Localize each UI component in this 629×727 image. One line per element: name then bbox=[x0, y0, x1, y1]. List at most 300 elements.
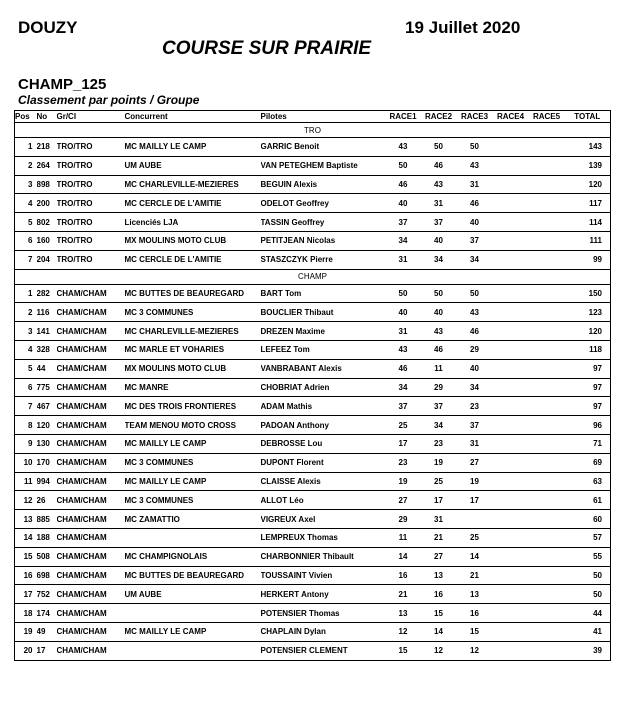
cell-race5 bbox=[529, 585, 565, 604]
cell-race5 bbox=[529, 194, 565, 213]
cell-pos: 20 bbox=[15, 641, 37, 660]
cell-race3: 40 bbox=[457, 359, 493, 378]
cell-pilote: BEGUIN Alexis bbox=[261, 175, 386, 194]
cell-pos: 12 bbox=[15, 491, 37, 510]
cell-total: 114 bbox=[565, 213, 611, 232]
cell-concurrent: MC BUTTES DE BEAUREGARD bbox=[125, 284, 261, 303]
cell-race5 bbox=[529, 156, 565, 175]
cell-pos: 7 bbox=[15, 250, 37, 269]
cell-race4 bbox=[493, 453, 529, 472]
cell-pilote: ODELOT Geoffrey bbox=[261, 194, 386, 213]
cell-race4 bbox=[493, 322, 529, 341]
cell-race2: 40 bbox=[421, 231, 457, 250]
cell-total: 50 bbox=[565, 566, 611, 585]
cell-race4 bbox=[493, 491, 529, 510]
cell-race4 bbox=[493, 528, 529, 547]
cell-race3: 16 bbox=[457, 604, 493, 623]
cell-race4 bbox=[493, 397, 529, 416]
cell-total: 69 bbox=[565, 453, 611, 472]
cell-race4 bbox=[493, 510, 529, 529]
table-header-row bbox=[15, 111, 611, 123]
cell-total: 96 bbox=[565, 416, 611, 435]
cell-race2: 19 bbox=[421, 453, 457, 472]
cell-no: 282 bbox=[37, 284, 57, 303]
cell-race1: 13 bbox=[386, 604, 421, 623]
cell-race2: 46 bbox=[421, 340, 457, 359]
cell-race5 bbox=[529, 250, 565, 269]
results-table bbox=[14, 110, 611, 661]
cell-concurrent: MX MOULINS MOTO CLUB bbox=[125, 359, 261, 378]
cell-no: 130 bbox=[37, 434, 57, 453]
cell-race1: 50 bbox=[386, 156, 421, 175]
cell-race4 bbox=[493, 547, 529, 566]
cell-concurrent: MC MAILLY LE CAMP bbox=[125, 138, 261, 157]
cell-race3: 34 bbox=[457, 250, 493, 269]
cell-race1: 31 bbox=[386, 250, 421, 269]
cell-race4 bbox=[493, 416, 529, 435]
cell-concurrent: MC CERCLE DE L'AMITIE bbox=[125, 250, 261, 269]
cell-concurrent: UM AUBE bbox=[125, 156, 261, 175]
cell-race2: 43 bbox=[421, 175, 457, 194]
cell-race5 bbox=[529, 303, 565, 322]
cell-race2: 12 bbox=[421, 641, 457, 660]
cell-race5 bbox=[529, 416, 565, 435]
cell-pos: 2 bbox=[15, 303, 37, 322]
cell-pos: 1 bbox=[15, 138, 37, 157]
cell-race3: 27 bbox=[457, 453, 493, 472]
cell-no: 328 bbox=[37, 340, 57, 359]
cell-race3: 31 bbox=[457, 434, 493, 453]
cell-concurrent: MC BUTTES DE BEAUREGARD bbox=[125, 566, 261, 585]
col-header-no: No bbox=[37, 111, 57, 123]
table-row bbox=[15, 322, 611, 341]
cell-pilote: CHOBRIAT Adrien bbox=[261, 378, 386, 397]
cell-no: 994 bbox=[37, 472, 57, 491]
table-row bbox=[15, 231, 611, 250]
cell-pilote: PADOAN Anthony bbox=[261, 416, 386, 435]
cell-race2: 27 bbox=[421, 547, 457, 566]
cell-race4 bbox=[493, 303, 529, 322]
cell-race3: 43 bbox=[457, 303, 493, 322]
table-row bbox=[15, 138, 611, 157]
cell-race1: 21 bbox=[386, 585, 421, 604]
cell-pos: 19 bbox=[15, 622, 37, 641]
cell-grcl: CHAM/CHAM bbox=[57, 284, 125, 303]
cell-total: 111 bbox=[565, 231, 611, 250]
table-row bbox=[15, 213, 611, 232]
cell-total: 60 bbox=[565, 510, 611, 529]
cell-pilote: CLAISSE Alexis bbox=[261, 472, 386, 491]
table-row bbox=[15, 566, 611, 585]
cell-no: 44 bbox=[37, 359, 57, 378]
cell-race5 bbox=[529, 284, 565, 303]
ranking-subtitle: Classement par points / Groupe bbox=[18, 93, 200, 107]
cell-no: 160 bbox=[37, 231, 57, 250]
cell-race3 bbox=[457, 510, 493, 529]
table-row bbox=[15, 622, 611, 641]
cell-no: 49 bbox=[37, 622, 57, 641]
cell-pos: 9 bbox=[15, 434, 37, 453]
cell-grcl: TRO/TRO bbox=[57, 250, 125, 269]
cell-race4 bbox=[493, 585, 529, 604]
cell-no: 752 bbox=[37, 585, 57, 604]
cell-pos: 8 bbox=[15, 416, 37, 435]
cell-no: 141 bbox=[37, 322, 57, 341]
cell-race1: 17 bbox=[386, 434, 421, 453]
cell-pilote: LEFEEZ Tom bbox=[261, 340, 386, 359]
cell-no: 200 bbox=[37, 194, 57, 213]
cell-race1: 46 bbox=[386, 175, 421, 194]
table-row bbox=[15, 250, 611, 269]
cell-race2: 31 bbox=[421, 510, 457, 529]
cell-grcl: CHAM/CHAM bbox=[57, 472, 125, 491]
cell-grcl: CHAM/CHAM bbox=[57, 641, 125, 660]
cell-race3: 14 bbox=[457, 547, 493, 566]
cell-grcl: TRO/TRO bbox=[57, 213, 125, 232]
cell-concurrent: MC MAILLY LE CAMP bbox=[125, 434, 261, 453]
cell-no: 698 bbox=[37, 566, 57, 585]
cell-race4 bbox=[493, 359, 529, 378]
cell-no: 170 bbox=[37, 453, 57, 472]
cell-race5 bbox=[529, 641, 565, 660]
cell-concurrent: MC DES TROIS FRONTIERES bbox=[125, 397, 261, 416]
cell-race1: 14 bbox=[386, 547, 421, 566]
table-row bbox=[15, 585, 611, 604]
cell-concurrent bbox=[125, 528, 261, 547]
cell-total: 150 bbox=[565, 284, 611, 303]
cell-no: 264 bbox=[37, 156, 57, 175]
table-row bbox=[15, 472, 611, 491]
cell-pilote: TASSIN Geoffrey bbox=[261, 213, 386, 232]
cell-pos: 11 bbox=[15, 472, 37, 491]
col-header-race2: RACE2 bbox=[421, 111, 457, 123]
cell-race4 bbox=[493, 340, 529, 359]
cell-race5 bbox=[529, 528, 565, 547]
cell-race4 bbox=[493, 284, 529, 303]
cell-grcl: CHAM/CHAM bbox=[57, 340, 125, 359]
cell-pilote: ADAM Mathis bbox=[261, 397, 386, 416]
cell-no: 467 bbox=[37, 397, 57, 416]
cell-race3: 43 bbox=[457, 156, 493, 175]
cell-pos: 1 bbox=[15, 284, 37, 303]
cell-race5 bbox=[529, 547, 565, 566]
cell-no: 116 bbox=[37, 303, 57, 322]
cell-no: 17 bbox=[37, 641, 57, 660]
cell-race2: 14 bbox=[421, 622, 457, 641]
cell-pilote: ALLOT Léo bbox=[261, 491, 386, 510]
cell-race5 bbox=[529, 322, 565, 341]
cell-pos: 17 bbox=[15, 585, 37, 604]
cell-grcl: CHAM/CHAM bbox=[57, 547, 125, 566]
location-heading: DOUZY bbox=[18, 18, 78, 37]
cell-race2: 11 bbox=[421, 359, 457, 378]
cell-pilote: TOUSSAINT Vivien bbox=[261, 566, 386, 585]
col-header-concurrent: Concurrent bbox=[125, 111, 261, 123]
cell-race5 bbox=[529, 378, 565, 397]
cell-total: 63 bbox=[565, 472, 611, 491]
cell-race2: 23 bbox=[421, 434, 457, 453]
cell-no: 188 bbox=[37, 528, 57, 547]
cell-total: 71 bbox=[565, 434, 611, 453]
cell-race1: 27 bbox=[386, 491, 421, 510]
cell-grcl: TRO/TRO bbox=[57, 175, 125, 194]
cell-grcl: CHAM/CHAM bbox=[57, 566, 125, 585]
table-row bbox=[15, 528, 611, 547]
cell-total: 120 bbox=[565, 322, 611, 341]
cell-race3: 15 bbox=[457, 622, 493, 641]
cell-race2: 31 bbox=[421, 194, 457, 213]
cell-grcl: CHAM/CHAM bbox=[57, 453, 125, 472]
cell-race5 bbox=[529, 434, 565, 453]
cell-race3: 19 bbox=[457, 472, 493, 491]
cell-grcl: CHAM/CHAM bbox=[57, 434, 125, 453]
cell-pos: 6 bbox=[15, 378, 37, 397]
cell-grcl: TRO/TRO bbox=[57, 138, 125, 157]
table-row bbox=[15, 156, 611, 175]
cell-race2: 50 bbox=[421, 138, 457, 157]
cell-pilote: LEMPREUX Thomas bbox=[261, 528, 386, 547]
cell-concurrent: MC MANRE bbox=[125, 378, 261, 397]
cell-total: 57 bbox=[565, 528, 611, 547]
cell-concurrent: MC CHARLEVILLE-MEZIERES bbox=[125, 322, 261, 341]
table-row bbox=[15, 340, 611, 359]
cell-race2: 34 bbox=[421, 250, 457, 269]
cell-grcl: TRO/TRO bbox=[57, 231, 125, 250]
event-date: 19 Juillet 2020 bbox=[405, 18, 521, 37]
cell-race3: 50 bbox=[457, 284, 493, 303]
cell-no: 802 bbox=[37, 213, 57, 232]
cell-race2: 16 bbox=[421, 585, 457, 604]
table-row bbox=[15, 604, 611, 623]
cell-race2: 46 bbox=[421, 156, 457, 175]
cell-race1: 40 bbox=[386, 303, 421, 322]
cell-pilote: CHAPLAIN Dylan bbox=[261, 622, 386, 641]
cell-race2: 37 bbox=[421, 397, 457, 416]
event-title: COURSE SUR PRAIRIE bbox=[162, 38, 372, 59]
cell-pilote: PETITJEAN Nicolas bbox=[261, 231, 386, 250]
cell-race1: 46 bbox=[386, 359, 421, 378]
cell-race1: 25 bbox=[386, 416, 421, 435]
cell-grcl: CHAM/CHAM bbox=[57, 322, 125, 341]
col-header-grcl: Gr/Cl bbox=[57, 111, 125, 123]
cell-race3: 29 bbox=[457, 340, 493, 359]
cell-race2: 37 bbox=[421, 213, 457, 232]
cell-concurrent: UM AUBE bbox=[125, 585, 261, 604]
cell-total: 50 bbox=[565, 585, 611, 604]
cell-race1: 31 bbox=[386, 322, 421, 341]
table-row bbox=[15, 175, 611, 194]
cell-race3: 25 bbox=[457, 528, 493, 547]
cell-grcl: CHAM/CHAM bbox=[57, 604, 125, 623]
cell-pilote: DUPONT Florent bbox=[261, 453, 386, 472]
cell-race5 bbox=[529, 397, 565, 416]
cell-race1: 15 bbox=[386, 641, 421, 660]
cell-total: 61 bbox=[565, 491, 611, 510]
cell-concurrent: MC MAILLY LE CAMP bbox=[125, 472, 261, 491]
cell-grcl: TRO/TRO bbox=[57, 156, 125, 175]
cell-race5 bbox=[529, 604, 565, 623]
cell-total: 117 bbox=[565, 194, 611, 213]
cell-concurrent: MC 3 COMMUNES bbox=[125, 491, 261, 510]
cell-no: 508 bbox=[37, 547, 57, 566]
col-header-race1: RACE1 bbox=[386, 111, 421, 123]
cell-race4 bbox=[493, 138, 529, 157]
cell-grcl: CHAM/CHAM bbox=[57, 510, 125, 529]
cell-total: 120 bbox=[565, 175, 611, 194]
cell-pilote: DEBROSSE Lou bbox=[261, 434, 386, 453]
cell-no: 204 bbox=[37, 250, 57, 269]
cell-no: 174 bbox=[37, 604, 57, 623]
cell-race2: 29 bbox=[421, 378, 457, 397]
cell-race1: 37 bbox=[386, 213, 421, 232]
cell-race1: 16 bbox=[386, 566, 421, 585]
cell-concurrent: MC CHARLEVILLE-MEZIERES bbox=[125, 175, 261, 194]
cell-concurrent: MC MARLE ET VOHARIES bbox=[125, 340, 261, 359]
cell-race3: 23 bbox=[457, 397, 493, 416]
cell-race2: 34 bbox=[421, 416, 457, 435]
cell-race4 bbox=[493, 641, 529, 660]
cell-pos: 5 bbox=[15, 213, 37, 232]
cell-race1: 50 bbox=[386, 284, 421, 303]
cell-total: 99 bbox=[565, 250, 611, 269]
cell-pos: 15 bbox=[15, 547, 37, 566]
cell-race3: 12 bbox=[457, 641, 493, 660]
table-row bbox=[15, 434, 611, 453]
cell-pos: 3 bbox=[15, 175, 37, 194]
cell-race4 bbox=[493, 622, 529, 641]
cell-total: 97 bbox=[565, 359, 611, 378]
cell-pilote: BOUCLIER Thibaut bbox=[261, 303, 386, 322]
cell-grcl: CHAM/CHAM bbox=[57, 416, 125, 435]
cell-race2: 40 bbox=[421, 303, 457, 322]
cell-total: 97 bbox=[565, 378, 611, 397]
table-row bbox=[15, 416, 611, 435]
cell-race4 bbox=[493, 231, 529, 250]
cell-grcl: CHAM/CHAM bbox=[57, 622, 125, 641]
cell-grcl: CHAM/CHAM bbox=[57, 585, 125, 604]
cell-race5 bbox=[529, 359, 565, 378]
cell-race3: 50 bbox=[457, 138, 493, 157]
cell-race4 bbox=[493, 434, 529, 453]
cell-race1: 29 bbox=[386, 510, 421, 529]
cell-pos: 5 bbox=[15, 359, 37, 378]
table-row bbox=[15, 397, 611, 416]
cell-race2: 43 bbox=[421, 322, 457, 341]
cell-race5 bbox=[529, 138, 565, 157]
cell-race2: 25 bbox=[421, 472, 457, 491]
cell-pilote: HERKERT Antony bbox=[261, 585, 386, 604]
cell-concurrent: MC CERCLE DE L'AMITIE bbox=[125, 194, 261, 213]
cell-race4 bbox=[493, 175, 529, 194]
cell-pilote: BART Tom bbox=[261, 284, 386, 303]
table-row bbox=[15, 284, 611, 303]
cell-race3: 34 bbox=[457, 378, 493, 397]
cell-total: 97 bbox=[565, 397, 611, 416]
cell-race3: 46 bbox=[457, 194, 493, 213]
cell-pilote: POTENSIER CLEMENT bbox=[261, 641, 386, 660]
cell-no: 218 bbox=[37, 138, 57, 157]
cell-race1: 37 bbox=[386, 397, 421, 416]
cell-grcl: CHAM/CHAM bbox=[57, 303, 125, 322]
cell-race4 bbox=[493, 566, 529, 585]
cell-race4 bbox=[493, 604, 529, 623]
table-row bbox=[15, 510, 611, 529]
cell-total: 143 bbox=[565, 138, 611, 157]
table-row bbox=[15, 491, 611, 510]
cell-race1: 43 bbox=[386, 138, 421, 157]
cell-pilote: CHARBONNIER Thibault bbox=[261, 547, 386, 566]
cell-no: 775 bbox=[37, 378, 57, 397]
table-row bbox=[15, 303, 611, 322]
cell-race1: 40 bbox=[386, 194, 421, 213]
cell-pilote: GARRIC Benoit bbox=[261, 138, 386, 157]
table-row bbox=[15, 359, 611, 378]
cell-grcl: CHAM/CHAM bbox=[57, 359, 125, 378]
cell-concurrent: MC ZAMATTIO bbox=[125, 510, 261, 529]
cell-total: 41 bbox=[565, 622, 611, 641]
cell-race3: 21 bbox=[457, 566, 493, 585]
cell-race3: 17 bbox=[457, 491, 493, 510]
cell-race3: 13 bbox=[457, 585, 493, 604]
cell-grcl: CHAM/CHAM bbox=[57, 397, 125, 416]
cell-pos: 16 bbox=[15, 566, 37, 585]
cell-race4 bbox=[493, 213, 529, 232]
cell-concurrent bbox=[125, 641, 261, 660]
cell-total: 55 bbox=[565, 547, 611, 566]
col-header-race3: RACE3 bbox=[457, 111, 493, 123]
cell-pos: 4 bbox=[15, 194, 37, 213]
table-row bbox=[15, 641, 611, 660]
cell-concurrent bbox=[125, 604, 261, 623]
table-row bbox=[15, 378, 611, 397]
cell-race3: 37 bbox=[457, 231, 493, 250]
cell-race3: 46 bbox=[457, 322, 493, 341]
cell-race5 bbox=[529, 622, 565, 641]
cell-no: 885 bbox=[37, 510, 57, 529]
cell-race2: 15 bbox=[421, 604, 457, 623]
group-header-row bbox=[15, 269, 611, 284]
cell-pos: 18 bbox=[15, 604, 37, 623]
cell-pilote: VAN PETEGHEM Baptiste bbox=[261, 156, 386, 175]
cell-race5 bbox=[529, 231, 565, 250]
cell-pos: 2 bbox=[15, 156, 37, 175]
cell-race3: 40 bbox=[457, 213, 493, 232]
col-header-total: TOTAL bbox=[565, 111, 611, 123]
cell-race5 bbox=[529, 213, 565, 232]
cell-race5 bbox=[529, 566, 565, 585]
cell-race1: 12 bbox=[386, 622, 421, 641]
cell-no: 898 bbox=[37, 175, 57, 194]
category-heading: CHAMP_125 bbox=[18, 76, 107, 93]
cell-pos: 4 bbox=[15, 340, 37, 359]
cell-race1: 43 bbox=[386, 340, 421, 359]
cell-race2: 17 bbox=[421, 491, 457, 510]
col-header-race4: RACE4 bbox=[493, 111, 529, 123]
group-name: TRO bbox=[15, 123, 611, 138]
cell-concurrent: MC CHAMPIGNOLAIS bbox=[125, 547, 261, 566]
cell-no: 26 bbox=[37, 491, 57, 510]
group-header-row bbox=[15, 123, 611, 138]
cell-no: 120 bbox=[37, 416, 57, 435]
cell-pos: 6 bbox=[15, 231, 37, 250]
cell-race2: 21 bbox=[421, 528, 457, 547]
cell-pos: 14 bbox=[15, 528, 37, 547]
cell-race1: 19 bbox=[386, 472, 421, 491]
table-row bbox=[15, 453, 611, 472]
cell-pilote: VIGREUX Axel bbox=[261, 510, 386, 529]
cell-race5 bbox=[529, 510, 565, 529]
cell-race3: 37 bbox=[457, 416, 493, 435]
